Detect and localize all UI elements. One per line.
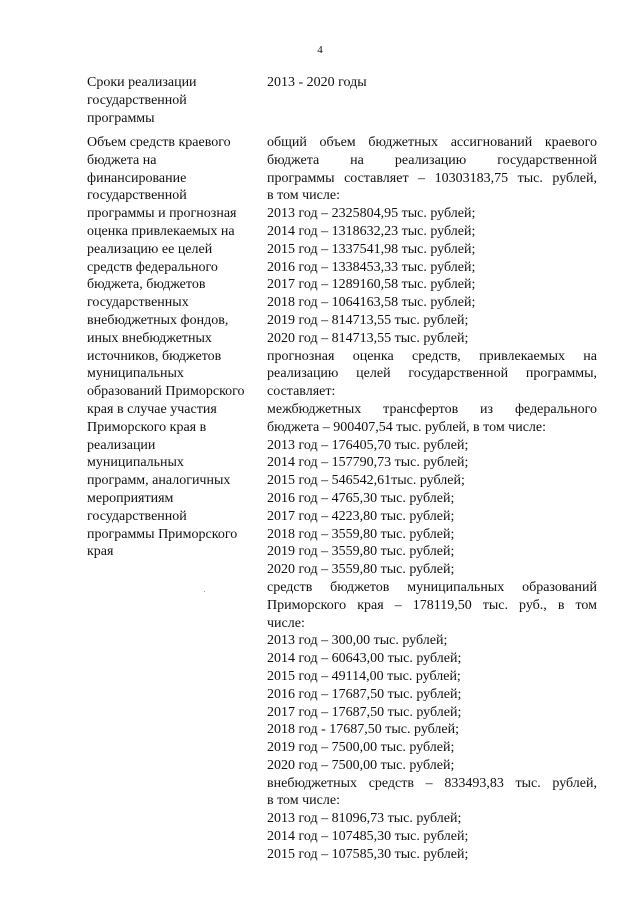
funding-label-line: источников, бюджетов (87, 348, 222, 364)
funding-content-line: 2016 год – 17687,50 тыс. рублей; (267, 686, 462, 702)
funding-content-line: 2014 год – 107485,30 тыс. рублей; (267, 829, 469, 845)
funding-label-line: бюджета на (87, 152, 157, 168)
funding-label-line: реализации (87, 437, 156, 453)
funding-content-line: 2014 год – 60643,00 тыс. рублей; (267, 651, 462, 667)
funding-label-line: финансирование (87, 170, 187, 186)
funding-volume-content (267, 134, 597, 864)
funding-content-line: 2020 год – 814713,55 тыс. рублей; (267, 330, 469, 346)
funding-content-line: реализацию целей государственной программы, (267, 366, 597, 382)
funding-content-line: 2017 год – 4223,80 тыс. рублей; (267, 508, 455, 524)
funding-label-line: края (87, 544, 114, 560)
period-label-line: Сроки реализации (87, 75, 197, 90)
funding-label-line: программы и прогнозная (87, 206, 237, 222)
funding-content-line: внебюджетных средств – 833493,83 тыс. рублей, (267, 775, 597, 791)
funding-label-line: реализацию ее целей (87, 241, 213, 257)
funding-content-line: 2017 год – 17687,50 тыс. рублей; (267, 704, 462, 720)
funding-content-line: 2019 год – 3559,80 тыс. рублей; (267, 544, 455, 560)
funding-content-line: 2019 год – 814713,55 тыс. рублей; (267, 312, 469, 328)
funding-content-line: составляет: (267, 384, 336, 400)
funding-content-line: 2014 год – 1318632,23 тыс. рублей; (267, 223, 476, 239)
funding-label-line: образований Приморского (87, 384, 245, 400)
funding-label-line: муниципальных (87, 455, 184, 471)
funding-content-line: 2019 год – 7500,00 тыс. рублей; (267, 740, 455, 756)
funding-content-line: бюджета – 900407,54 тыс. рублей, в том числе: (267, 419, 547, 435)
funding-content-line: 2015 год – 1337541,98 тыс. рублей; (267, 241, 476, 257)
period-label-line: программы (87, 110, 155, 126)
funding-label-line: оценка привлекаемых на (87, 223, 235, 239)
funding-label-line: края в случае участия (87, 401, 217, 417)
scan-speck (204, 591, 205, 592)
funding-content-line: в том числе: (267, 793, 340, 809)
funding-content-line: 2018 год – 1064163,58 тыс. рублей; (267, 295, 476, 311)
funding-content-line: 2017 год – 1289160,58 тыс. рублей; (267, 277, 476, 293)
funding-label-line: мероприятиям (87, 490, 174, 506)
funding-content-line: 2013 год – 81096,73 тыс. рублей; (267, 811, 462, 827)
funding-volume-label (87, 134, 259, 561)
funding-content-line: прогнозная оценка средств, привлекаемых на (267, 348, 597, 364)
funding-content-line: 2013 год – 300,00 тыс. рублей; (267, 633, 448, 649)
funding-label-line: государственной (87, 188, 187, 204)
funding-content-line: 2016 год – 4765,30 тыс. рублей; (267, 490, 455, 506)
page-number: 4 (317, 44, 323, 56)
funding-label-line: внебюджетных фондов, (87, 312, 229, 328)
funding-label-line: программы Приморского (87, 526, 238, 542)
funding-label-line: средств федерального (87, 259, 218, 275)
funding-label-line: Объем средств краевого (87, 135, 231, 150)
funding-label-line: государственной (87, 508, 187, 524)
implementation-period-value: 2013 - 2020 годы (267, 75, 367, 90)
funding-label-line: программ, аналогичных (87, 473, 231, 489)
funding-content-line: 2015 год – 49114,00 тыс. рублей; (267, 668, 461, 684)
funding-content-line: 2020 год – 7500,00 тыс. рублей; (267, 757, 455, 773)
funding-content-line: 2016 год – 1338453,33 тыс. рублей; (267, 259, 476, 275)
period-label-line: государственной (87, 92, 187, 108)
funding-content-line: 2018 год - 17687,50 тыс. рублей; (267, 722, 460, 738)
funding-content-line: в том числе: (267, 188, 340, 204)
funding-content-line: общий объем бюджетных ассигнований краевого (267, 135, 597, 150)
funding-content-line: Приморского края – 178119,50 тыс. руб., в том (267, 597, 597, 613)
funding-content-line: 2015 год – 107585,30 тыс. рублей; (267, 846, 469, 862)
funding-label-line: государственных (87, 295, 189, 311)
funding-label-line: Приморского края в (87, 419, 207, 435)
funding-content-line: 2018 год – 3559,80 тыс. рублей; (267, 526, 455, 542)
funding-content-line: 2020 год – 3559,80 тыс. рублей; (267, 562, 455, 578)
funding-content-line: 2013 год – 176405,70 тыс. рублей; (267, 437, 469, 453)
funding-content-line: средств бюджетов муниципальных образований (267, 579, 597, 595)
funding-content-line: 2014 год – 157790,73 тыс. рублей; (267, 455, 469, 471)
funding-content-line: межбюджетных трансфертов из федерального (267, 401, 597, 417)
funding-content-line: программы составляет – 10303183,75 тыс. рублей, (267, 170, 597, 186)
funding-label-line: бюджета, бюджетов (87, 277, 206, 293)
implementation-period-label (87, 74, 259, 127)
funding-content-line: 2013 год – 2325804,95 тыс. рублей; (267, 206, 476, 222)
funding-content-line: бюджета на реализацию государственной (267, 152, 597, 168)
funding-label-line: иных внебюджетных (87, 330, 212, 346)
funding-label-line: муниципальных (87, 366, 184, 382)
funding-content-line: 2015 год – 546542,61тыс. рублей; (267, 473, 465, 489)
funding-content-line: числе: (267, 615, 305, 631)
